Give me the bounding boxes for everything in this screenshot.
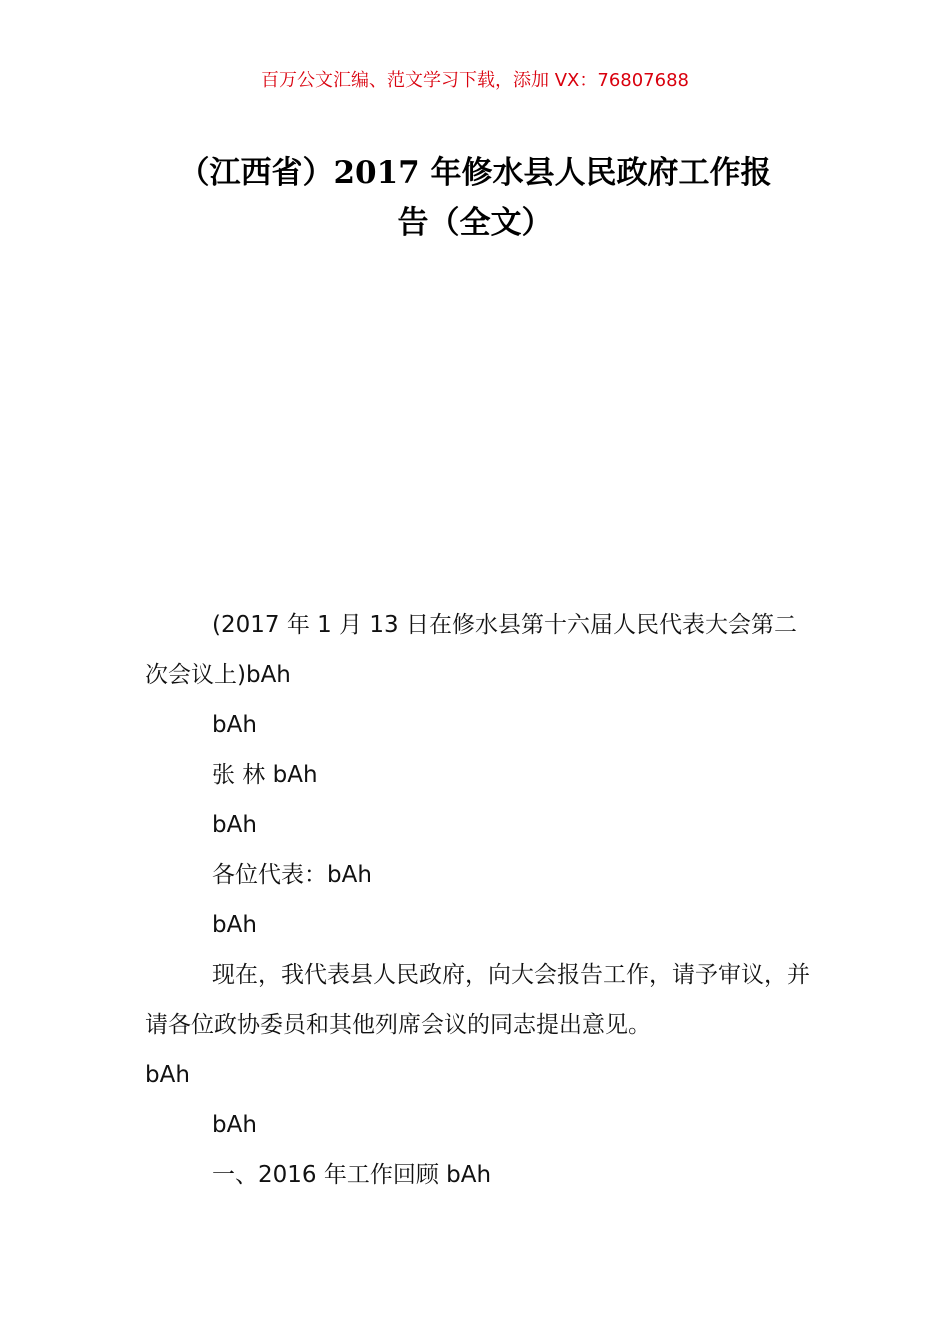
blank-line: bAh — [212, 812, 257, 838]
intro-paragraph-tail: bAh — [145, 1062, 190, 1088]
author-line: 张 林 bAh — [212, 762, 318, 788]
document-title — [140, 148, 810, 248]
document-body — [145, 600, 815, 1200]
blank-line: bAh — [212, 912, 257, 938]
section-heading-1: 一、2016 年工作回顾 bAh — [212, 1162, 492, 1188]
blank-line: bAh — [212, 1112, 257, 1138]
date-line: (2017 年 1 月 13 日在修水县第十六届人民代表大会第二次会议上)bAh — [145, 612, 797, 688]
salutation-line: 各位代表：bAh — [212, 862, 372, 888]
title-line-2: 告（全文） — [397, 205, 553, 241]
blank-line: bAh — [212, 712, 257, 738]
intro-paragraph: 现在，我代表县人民政府，向大会报告工作，请予审议，并请各位政协委员和其他列席会议的同志提出意见。 — [145, 962, 810, 1038]
header-watermark-note: 百万公文汇编、范文学习下载，添加 VX：76807688 — [261, 70, 689, 91]
title-line-1: （江西省）2017 年修水县人民政府工作报 — [178, 155, 772, 191]
